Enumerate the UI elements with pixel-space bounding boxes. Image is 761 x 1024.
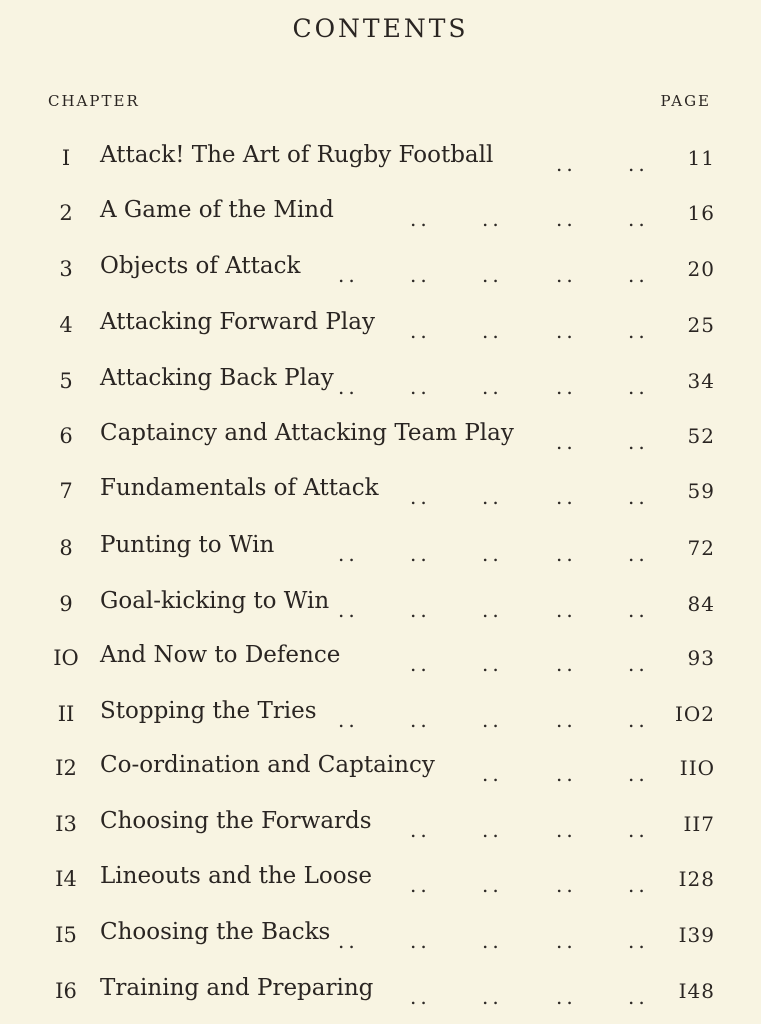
- dot-leader: ..: [628, 430, 649, 454]
- page-title: CONTENTS: [292, 14, 469, 43]
- page-number: IO2: [674, 702, 715, 726]
- dot-leader: ..: [628, 542, 649, 566]
- dot-leader: ..: [556, 485, 577, 509]
- chapter-number: 7: [59, 479, 73, 503]
- dot-leader: ..: [628, 985, 649, 1009]
- page-number: I48: [678, 979, 715, 1003]
- dot-leader: ..: [556, 652, 577, 676]
- dot-leader: ..: [410, 598, 431, 622]
- toc-row: [0, 806, 761, 840]
- dot-leader: ..: [338, 375, 359, 399]
- dot-leader: ..: [628, 818, 649, 842]
- chapter-title: Objects of Attack: [100, 253, 301, 279]
- dot-leader: ..: [482, 542, 503, 566]
- dot-leader: ..: [628, 152, 649, 176]
- dot-leader: ..: [410, 818, 431, 842]
- chapter-number: 5: [59, 369, 73, 393]
- dot-leader: ..: [482, 708, 503, 732]
- dot-leader: ..: [482, 762, 503, 786]
- dot-leader: ..: [556, 762, 577, 786]
- dot-leader: ..: [556, 152, 577, 176]
- toc-row: [0, 307, 761, 341]
- dot-leader: ..: [410, 319, 431, 343]
- dot-leader: ..: [338, 929, 359, 953]
- dot-leader: ..: [338, 598, 359, 622]
- toc-row: [0, 861, 761, 895]
- dot-leader: ..: [628, 873, 649, 897]
- page-number: 84: [687, 592, 715, 616]
- dot-leader: ..: [628, 375, 649, 399]
- chapter-title: Lineouts and the Loose: [100, 863, 372, 889]
- toc-row: [0, 473, 761, 507]
- chapter-title: Stopping the Tries: [100, 698, 317, 724]
- chapter-number: IO: [53, 646, 79, 670]
- toc-row: [0, 251, 761, 285]
- page-number: 34: [687, 369, 715, 393]
- dot-leader: ..: [482, 263, 503, 287]
- dot-leader: ..: [628, 929, 649, 953]
- chapter-title: A Game of the Mind: [100, 197, 334, 223]
- chapter-number: I6: [55, 979, 77, 1003]
- dot-leader: ..: [338, 708, 359, 732]
- chapter-number: 9: [59, 592, 73, 616]
- chapter-number: 6: [59, 424, 73, 448]
- page-number: IIO: [679, 756, 715, 780]
- toc-row: [0, 586, 761, 620]
- chapter-title: Attacking Forward Play: [100, 309, 375, 335]
- dot-leader: ..: [628, 319, 649, 343]
- chapter-title: Training and Preparing: [100, 975, 374, 1001]
- dot-leader: ..: [482, 485, 503, 509]
- page-number: I28: [678, 867, 715, 891]
- chapter-number: 8: [59, 536, 73, 560]
- dot-leader: ..: [338, 263, 359, 287]
- dot-leader: ..: [482, 818, 503, 842]
- dot-leader: ..: [556, 708, 577, 732]
- dot-leader: ..: [410, 542, 431, 566]
- chapter-number: I5: [55, 923, 77, 947]
- toc-row: [0, 640, 761, 674]
- toc-row: [0, 418, 761, 452]
- chapter-title: Choosing the Backs: [100, 919, 331, 945]
- chapter-number: 2: [59, 201, 73, 225]
- dot-leader: ..: [556, 542, 577, 566]
- chapter-title: Goal-kicking to Win: [100, 588, 330, 614]
- chapter-number: 3: [59, 257, 73, 281]
- toc-row: [0, 530, 761, 564]
- toc-row: [0, 140, 761, 174]
- page-number: 25: [687, 313, 715, 337]
- toc-row: [0, 973, 761, 1007]
- dot-leader: ..: [556, 873, 577, 897]
- dot-leader: ..: [482, 652, 503, 676]
- toc-row: [0, 750, 761, 784]
- dot-leader: ..: [410, 652, 431, 676]
- dot-leader: ..: [410, 207, 431, 231]
- dot-leader: ..: [482, 873, 503, 897]
- chapter-title: Punting to Win: [100, 532, 275, 558]
- page-number: 52: [687, 424, 715, 448]
- chapter-number: I: [61, 146, 71, 170]
- page-number: 59: [687, 479, 715, 503]
- chapter-title: Captaincy and Attacking Team Play: [100, 420, 514, 446]
- dot-leader: ..: [410, 708, 431, 732]
- dot-leader: ..: [410, 873, 431, 897]
- chapter-number: I4: [55, 867, 77, 891]
- dot-leader: ..: [482, 985, 503, 1009]
- chapter-title: Co-ordination and Captaincy: [100, 752, 435, 778]
- dot-leader: ..: [556, 929, 577, 953]
- dot-leader: ..: [410, 263, 431, 287]
- dot-leader: ..: [410, 485, 431, 509]
- dot-leader: ..: [628, 762, 649, 786]
- toc-row: [0, 363, 761, 397]
- page-column-header: PAGE: [660, 92, 711, 110]
- chapter-number: 4: [59, 313, 73, 337]
- toc-row: [0, 195, 761, 229]
- dot-leader: ..: [628, 207, 649, 231]
- chapter-number: I3: [55, 812, 77, 836]
- page-number: 72: [687, 536, 715, 560]
- page-number: 93: [687, 646, 715, 670]
- chapter-title: Choosing the Forwards: [100, 808, 372, 834]
- chapter-title: Attack! The Art of Rugby Football: [100, 142, 494, 168]
- dot-leader: ..: [482, 929, 503, 953]
- toc-row: [0, 696, 761, 730]
- dot-leader: ..: [628, 598, 649, 622]
- dot-leader: ..: [628, 485, 649, 509]
- dot-leader: ..: [556, 818, 577, 842]
- dot-leader: ..: [556, 430, 577, 454]
- dot-leader: ..: [410, 929, 431, 953]
- dot-leader: ..: [482, 375, 503, 399]
- toc-row: [0, 917, 761, 951]
- dot-leader: ..: [628, 708, 649, 732]
- dot-leader: ..: [628, 263, 649, 287]
- dot-leader: ..: [628, 652, 649, 676]
- dot-leader: ..: [338, 542, 359, 566]
- dot-leader: ..: [410, 375, 431, 399]
- dot-leader: ..: [482, 319, 503, 343]
- page-number: II7: [683, 812, 715, 836]
- dot-leader: ..: [482, 207, 503, 231]
- dot-leader: ..: [556, 598, 577, 622]
- page-number: 20: [687, 257, 715, 281]
- dot-leader: ..: [482, 598, 503, 622]
- chapter-number: I2: [55, 756, 77, 780]
- chapter-title: Attacking Back Play: [100, 365, 334, 391]
- dot-leader: ..: [556, 319, 577, 343]
- chapter-column-header: CHAPTER: [48, 92, 140, 110]
- dot-leader: ..: [556, 263, 577, 287]
- page-number: 11: [687, 146, 715, 170]
- page-number: I39: [678, 923, 715, 947]
- chapter-number: II: [57, 702, 75, 726]
- dot-leader: ..: [410, 985, 431, 1009]
- dot-leader: ..: [556, 985, 577, 1009]
- page-number: 16: [687, 201, 715, 225]
- dot-leader: ..: [556, 375, 577, 399]
- chapter-title: And Now to Defence: [100, 642, 341, 668]
- dot-leader: ..: [556, 207, 577, 231]
- chapter-title: Fundamentals of Attack: [100, 475, 379, 501]
